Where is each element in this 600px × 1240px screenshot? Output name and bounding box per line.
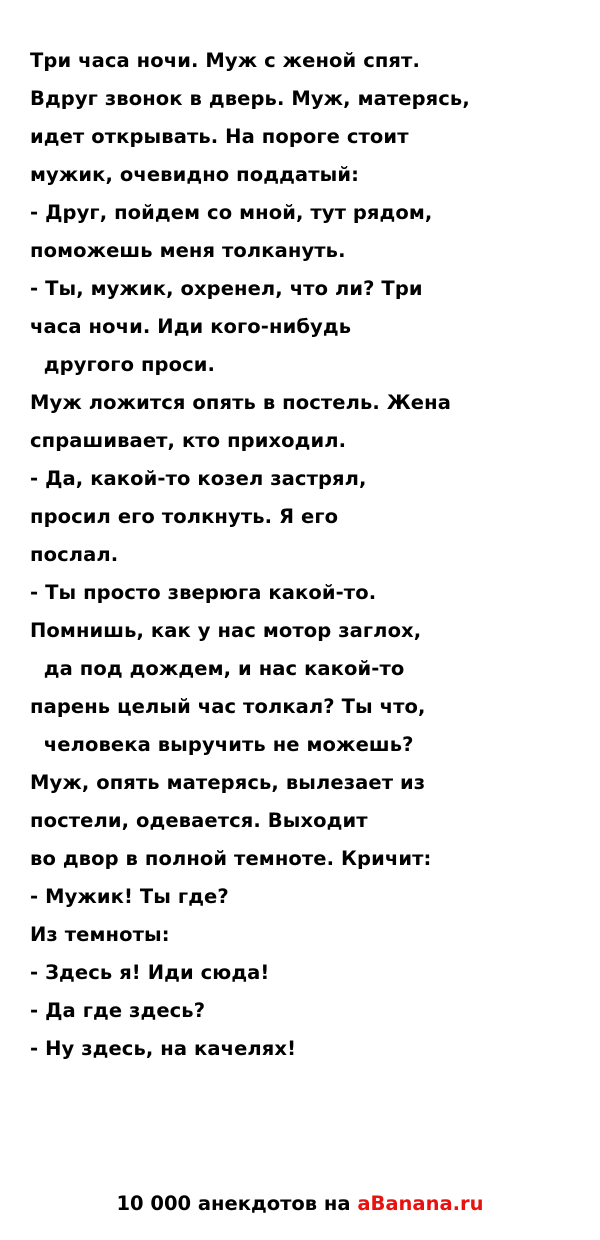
joke-line: - Здесь я! Иди сюда! — [30, 961, 270, 984]
joke-line: - Да где здесь? — [30, 999, 206, 1022]
joke-line: - Мужик! Ты где? — [30, 885, 229, 908]
joke-line: спрашивает, кто приходил. — [30, 429, 347, 452]
brand-first-letter: a — [357, 1192, 371, 1215]
joke-line: Муж, опять матерясь, вылезает из — [30, 771, 426, 794]
joke-line: - Ты просто зверюга какой-то. — [30, 581, 377, 604]
brand-rest-text: Banana.ru — [370, 1192, 484, 1215]
joke-line: Три часа ночи. Муж с женой спят. — [30, 49, 420, 72]
joke-text-block — [30, 42, 574, 1068]
joke-line: другого проси. — [30, 353, 216, 376]
joke-line: - Ты, мужик, охренел, что ли? Три — [30, 277, 423, 300]
footer-prefix-text: 10 000 анекдотов на — [116, 1192, 358, 1215]
joke-line: Вдруг звонок в дверь. Муж, матерясь, — [30, 87, 470, 110]
joke-line: мужик, очевидно поддатый: — [30, 163, 359, 186]
joke-line: во двор в полной темноте. Кричит: — [30, 847, 432, 870]
joke-line: - Да, какой-то козел застрял, — [30, 467, 367, 490]
joke-line: идет открывать. На пороге стоит — [30, 125, 409, 148]
joke-line: парень целый час толкал? Ты что, — [30, 695, 426, 718]
joke-line: - Ну здесь, на качелях! — [30, 1037, 297, 1060]
joke-line: просил его толкнуть. Я его — [30, 505, 339, 528]
joke-line: часа ночи. Иди кого-нибудь — [30, 315, 352, 338]
footer-credit — [0, 1190, 600, 1218]
joke-line: да под дождем, и нас какой-то — [30, 657, 405, 680]
joke-line: Помнишь, как у нас мотор заглох, — [30, 619, 422, 642]
joke-line: постели, одевается. Выходит — [30, 809, 368, 832]
joke-line: - Друг, пойдем со мной, тут рядом, — [30, 201, 433, 224]
joke-line: Из темноты: — [30, 923, 170, 946]
joke-line: поможешь меня толкануть. — [30, 239, 346, 262]
abanana-link[interactable] — [357, 1192, 483, 1215]
joke-line: человека выручить не можешь? — [30, 733, 414, 756]
joke-line: послал. — [30, 543, 119, 566]
joke-line: Муж ложится опять в постель. Жена — [30, 391, 451, 414]
